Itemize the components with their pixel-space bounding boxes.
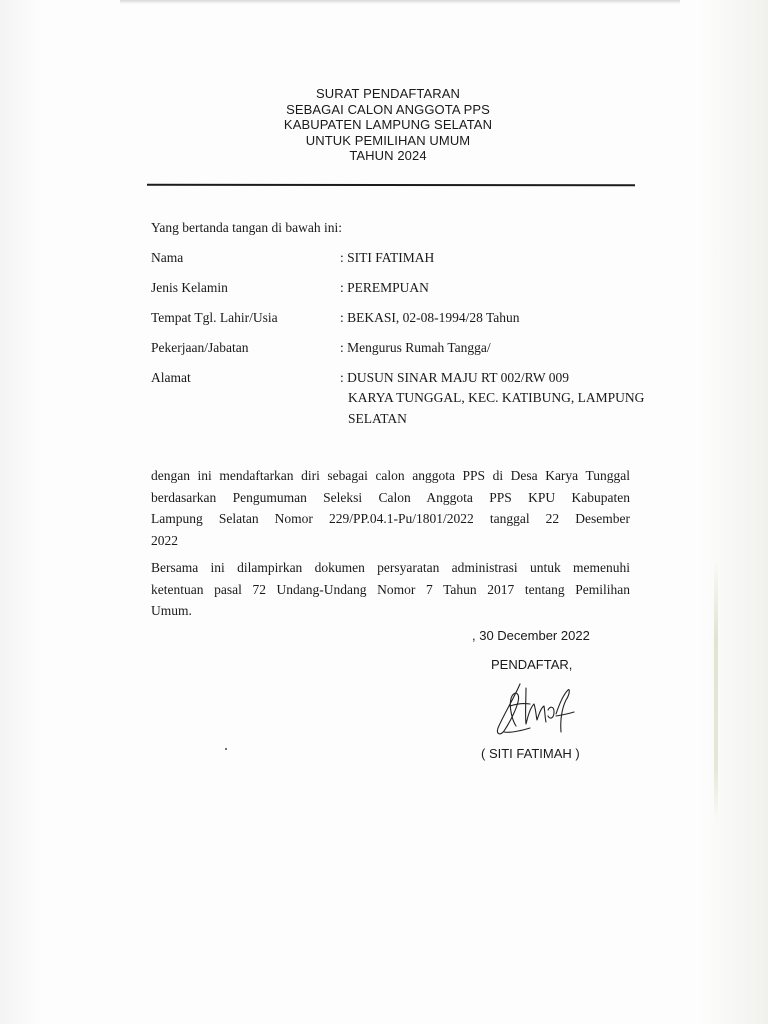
field-label-nama: Nama (151, 250, 184, 265)
handwritten-signature-icon (490, 676, 580, 742)
field-label-jenis-kelamin: Jenis Kelamin (151, 280, 228, 295)
paragraph-line: ketentuan pasal 72 Undang-Undang Nomor 7 Tahun 2017 tentang Pemilihan (151, 581, 630, 597)
scan-edge-right (714, 560, 718, 820)
document-header (0, 86, 768, 164)
attachment-paragraph (151, 557, 630, 622)
signatory-title: PENDAFTAR, (491, 657, 573, 672)
paragraph-line: Lampung Selatan Nomor 229/PP.04.1-Pu/1801/2022 tanggal 22 Desember (151, 511, 630, 526)
address-line-2: KARYA TUNGGAL, KEC. KATIBUNG, LAMPUNG (348, 390, 645, 405)
field-value-pekerjaan: : Mengurus Rumah Tangga/ (340, 340, 491, 355)
header-divider (147, 184, 635, 186)
paragraph-line: Bersama ini dilampirkan dokumen persyaratan administrasi untuk memenuhi (151, 560, 630, 575)
field-label-pekerjaan: Pekerjaan/Jabatan (151, 340, 249, 355)
address-line-3: SELATAN (348, 411, 407, 426)
date-line: , 30 December 2022 (472, 628, 590, 643)
header-line-subtitle: SEBAGAI CALON ANGGOTA PPS (286, 101, 490, 117)
registration-paragraph (151, 465, 630, 551)
header-line-year: TAHUN 2024 (349, 148, 427, 164)
paragraph-line: berdasarkan Pengumuman Seleksi Calon Anggota PPS KPU Kabupaten (151, 489, 630, 505)
paragraph-line: 2022 (151, 532, 178, 548)
header-line-election: UNTUK PEMILIHAN UMUM (305, 132, 471, 148)
signatory-name: ( SITI FATIMAH ) (481, 746, 580, 761)
field-label-alamat: Alamat (151, 370, 191, 385)
paragraph-line: Umum. (151, 603, 192, 618)
field-value-tempat-tgl-lahir: : BEKASI, 02-08-1994/28 Tahun (340, 310, 520, 325)
scan-edge-top (120, 0, 680, 4)
header-line-regency: KABUPATEN LAMPUNG SELATAN (283, 117, 493, 133)
field-value-jenis-kelamin: : PEREMPUAN (340, 280, 429, 295)
intro-text: Yang bertanda tangan di bawah ini: (151, 220, 342, 235)
header-line-title: SURAT PENDAFTARAN (316, 86, 460, 101)
paragraph-line: dengan ini mendaftarkan diri sebagai calon anggota PPS di Desa Karya Tunggal (151, 468, 630, 483)
field-value-alamat: : DUSUN SINAR MAJU RT 002/RW 009 (340, 370, 569, 385)
field-value-nama: : SITI FATIMAH (340, 250, 435, 265)
scan-speck (225, 748, 227, 750)
field-label-tempat-tgl-lahir: Tempat Tgl. Lahir/Usia (151, 310, 278, 325)
